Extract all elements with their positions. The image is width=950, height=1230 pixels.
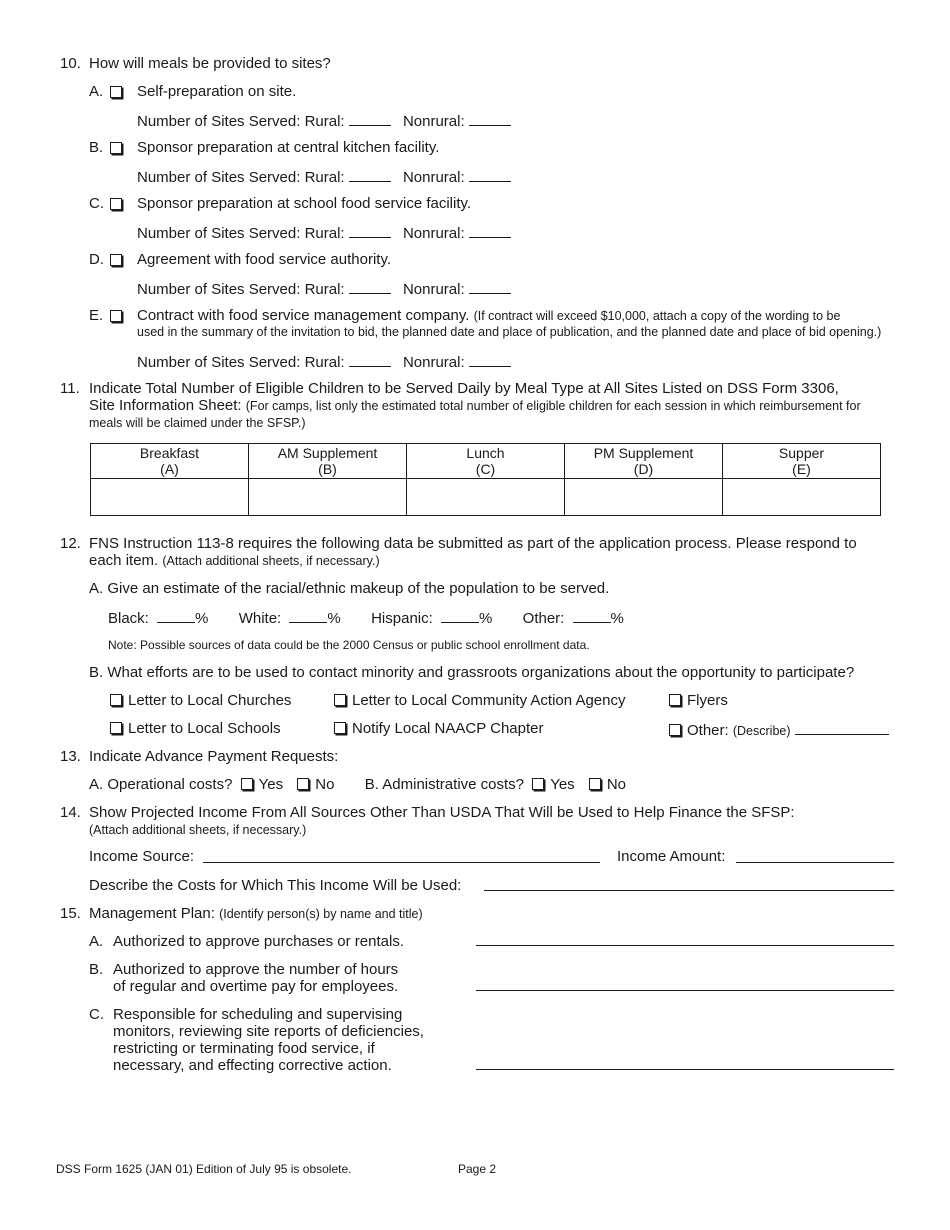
opt-churches-label: Letter to Local Churches xyxy=(128,692,292,709)
checkbox[interactable] xyxy=(669,694,681,706)
q15-b-letter: B. xyxy=(89,961,104,978)
q15-c-letter: C. xyxy=(89,1006,104,1023)
q13-question: Indicate Advance Payment Requests: xyxy=(89,748,339,765)
hispanic-field[interactable] xyxy=(441,608,479,623)
pct-sign: % xyxy=(478,610,493,627)
q13-number: 13. xyxy=(60,748,81,765)
q15-a-text: Authorized to approve purchases or rentals. xyxy=(113,933,404,950)
opt-naacp[interactable] xyxy=(334,720,543,737)
q10-d-text: Agreement with food service authority. xyxy=(137,251,392,268)
q10-e-sites-row xyxy=(137,352,511,371)
nonrural-label: Nonrural: xyxy=(402,169,465,186)
q10-d-sites-row xyxy=(137,279,511,298)
nonrural-field[interactable] xyxy=(469,352,511,367)
opt-naacp-label: Notify Local NAACP Chapter xyxy=(352,720,544,737)
income-source-field[interactable] xyxy=(203,862,600,863)
rural-field[interactable] xyxy=(349,279,391,294)
no-label: No xyxy=(315,776,335,793)
rural-label: Number of Sites Served: Rural: xyxy=(137,354,345,371)
q15-c-line4: necessary, and effecting corrective action. xyxy=(113,1057,392,1074)
q15-c-line2: monitors, reviewing site reports of deficiencies, xyxy=(113,1023,424,1040)
q15-b-line1: Authorized to approve the number of hours xyxy=(113,961,399,978)
rural-label: Number of Sites Served: Rural: xyxy=(137,113,345,130)
q10-c-letter: C. xyxy=(89,195,104,212)
q15-b-line2: of regular and overtime pay for employees. xyxy=(113,978,399,995)
administrative-no-checkbox[interactable] xyxy=(589,778,601,790)
q12-line1: FNS Instruction 113-8 requires the following data be submitted as part of the application process. Please respond to xyxy=(89,535,857,552)
black-field[interactable] xyxy=(157,608,195,623)
q10-number: 10. xyxy=(60,55,81,72)
q10-b-sites-row xyxy=(137,167,511,186)
supper-count-cell[interactable] xyxy=(723,479,881,516)
q11-line3: meals will be claimed under the SFSP.) xyxy=(89,416,306,430)
q15-title-note: (Identify person(s) by name and title) xyxy=(219,907,423,921)
opt-flyers[interactable] xyxy=(669,692,728,709)
q11-line1: Indicate Total Number of Eligible Children to be Served Daily by Meal Type at All Sites Listed on DSS Form 3306, xyxy=(89,380,839,397)
q15-c-field[interactable] xyxy=(476,1069,894,1070)
q11-line2 xyxy=(89,397,861,414)
pm-supplement-count-cell[interactable] xyxy=(565,479,723,516)
income-source-label: Income Source: xyxy=(89,848,195,865)
form-id: DSS Form 1625 (JAN 01) Edition of July 95 is obsolete. xyxy=(56,1162,352,1176)
advance-payment-row xyxy=(89,776,626,793)
q15-c-line1: Responsible for scheduling and supervising xyxy=(113,1006,403,1023)
opt-other[interactable] xyxy=(669,720,889,739)
meal-count-table xyxy=(90,443,881,516)
q15-a-field[interactable] xyxy=(476,945,894,946)
q10-e-note: (If contract will exceed $10,000, attach a copy of the wording to be xyxy=(473,309,841,323)
nonrural-field[interactable] xyxy=(469,167,511,182)
nonrural-field[interactable] xyxy=(469,279,511,294)
q10-a-letter: A. xyxy=(89,83,104,100)
operational-label: A. Operational costs? xyxy=(89,776,233,793)
breakfast-count-cell[interactable] xyxy=(91,479,249,516)
administrative-label: B. Administrative costs? xyxy=(364,776,525,793)
nonrural-label: Nonrural: xyxy=(402,354,465,371)
other-field[interactable] xyxy=(573,608,611,623)
q12-data-note: Note: Possible sources of data could be the 2000 Census or public school enrollment data. xyxy=(108,638,590,652)
opt-community-action[interactable] xyxy=(334,692,625,709)
q14-line2: (Attach additional sheets, if necessary.) xyxy=(89,823,307,837)
nonrural-field[interactable] xyxy=(469,223,511,238)
rural-label: Number of Sites Served: Rural: xyxy=(137,169,345,186)
q11-number: 11. xyxy=(60,380,80,397)
q12-line2-main: each item. xyxy=(89,552,159,569)
hispanic-label: Hispanic: xyxy=(371,610,433,627)
q10-e-checkbox[interactable] xyxy=(110,310,122,322)
q10-d-checkbox[interactable] xyxy=(110,254,122,266)
pct-sign: % xyxy=(195,610,209,627)
q12-line2 xyxy=(89,552,380,569)
q10-c-checkbox[interactable] xyxy=(110,198,122,210)
q10-a-text: Self-preparation on site. xyxy=(137,83,297,100)
col-header-breakfast: Breakfast (A) xyxy=(91,444,249,479)
q10-c-text: Sponsor preparation at school food service facility. xyxy=(137,195,472,212)
q10-e-letter: E. xyxy=(89,307,104,324)
rural-label: Number of Sites Served: Rural: xyxy=(137,281,345,298)
checkbox[interactable] xyxy=(110,722,122,734)
pct-sign: % xyxy=(610,610,624,627)
opt-flyers-label: Flyers xyxy=(687,692,728,709)
q10-e-text: Contract with food service management company. xyxy=(137,307,470,324)
q15-c-line3: restricting or terminating food service, if xyxy=(113,1040,375,1057)
q10-b-text: Sponsor preparation at central kitchen facility. xyxy=(137,139,440,156)
page-number: Page 2 xyxy=(458,1162,497,1176)
opt-other-note: (Describe) xyxy=(732,724,791,738)
administrative-yes-checkbox[interactable] xyxy=(532,778,544,790)
q10-a-checkbox[interactable] xyxy=(110,86,122,98)
black-label: Black: xyxy=(108,610,149,627)
describe-costs-field[interactable] xyxy=(484,890,894,891)
q10-b-letter: B. xyxy=(89,139,104,156)
q12-number: 12. xyxy=(60,535,81,552)
q10-a-sites-row xyxy=(137,111,511,130)
rural-field[interactable] xyxy=(349,167,391,182)
col-header-pm-supplement: PM Supplement (D) xyxy=(565,444,723,479)
income-amount-label: Income Amount: xyxy=(617,848,726,865)
q12-b-text: B. What efforts are to be used to contact minority and grassroots organizations about the opportunity to participate? xyxy=(89,664,855,681)
q15-b-field[interactable] xyxy=(476,990,894,991)
income-amount-field[interactable] xyxy=(736,862,894,863)
checkbox[interactable] xyxy=(334,722,346,734)
operational-no-checkbox[interactable] xyxy=(297,778,309,790)
am-supplement-count-cell[interactable] xyxy=(249,479,407,516)
white-field[interactable] xyxy=(289,608,327,623)
other-describe-field[interactable] xyxy=(795,720,889,735)
rural-field[interactable] xyxy=(349,223,391,238)
q10-question: How will meals be provided to sites? xyxy=(89,55,331,72)
q11-line2-note: (For camps, list only the estimated total number of eligible children for each session in which reimbursement for xyxy=(245,399,861,413)
checkbox[interactable] xyxy=(110,694,122,706)
q15-title xyxy=(89,905,423,922)
rural-label: Number of Sites Served: Rural: xyxy=(137,225,345,242)
white-label: White: xyxy=(238,610,282,627)
col-header-am-supplement: AM Supplement (B) xyxy=(249,444,407,479)
opt-schools-label: Letter to Local Schools xyxy=(128,720,281,737)
checkbox[interactable] xyxy=(669,724,681,736)
opt-other-label: Other: xyxy=(687,722,729,739)
q14-line1: Show Projected Income From All Sources Other Than USDA That Will be Used to Help Finance the SFSP: xyxy=(89,804,795,821)
opt-schools[interactable] xyxy=(110,720,281,737)
q15-number: 15. xyxy=(60,905,81,922)
yes-label: Yes xyxy=(550,776,575,793)
describe-costs-label: Describe the Costs for Which This Income Will be Used: xyxy=(89,877,462,894)
q11-line2-main: Site Information Sheet: xyxy=(89,397,242,414)
nonrural-field[interactable] xyxy=(469,111,511,126)
other-label: Other: xyxy=(522,610,565,627)
nonrural-label: Nonrural: xyxy=(402,225,465,242)
q10-e-note-cont: used in the summary of the invitation to bid, the planned date and place of publication, and the planned date and place of bid opening.) xyxy=(137,325,882,339)
q12-a-text: A. Give an estimate of the racial/ethnic makeup of the population to be served. xyxy=(89,580,610,597)
col-header-lunch: Lunch (C) xyxy=(407,444,565,479)
rural-field[interactable] xyxy=(349,352,391,367)
opt-churches[interactable] xyxy=(110,692,291,709)
q15-a-letter: A. xyxy=(89,933,104,950)
yes-label: Yes xyxy=(258,776,284,793)
lunch-count-cell[interactable] xyxy=(407,479,565,516)
q15-title-main: Management Plan: xyxy=(89,905,215,922)
q12-line2-note: (Attach additional sheets, if necessary.) xyxy=(162,554,380,568)
operational-yes-checkbox[interactable] xyxy=(241,778,253,790)
q10-b-checkbox[interactable] xyxy=(110,142,122,154)
q10-e-text-line xyxy=(137,307,840,324)
rural-field[interactable] xyxy=(349,111,391,126)
q10-d-letter: D. xyxy=(89,251,104,268)
col-header-supper: Supper (E) xyxy=(723,444,881,479)
checkbox[interactable] xyxy=(334,694,346,706)
q14-number: 14. xyxy=(60,804,81,821)
nonrural-label: Nonrural: xyxy=(402,113,465,130)
pct-sign: % xyxy=(327,610,341,627)
opt-caa-label: Letter to Local Community Action Agency xyxy=(352,692,626,709)
ethnic-makeup-row xyxy=(108,608,624,627)
nonrural-label: Nonrural: xyxy=(402,281,465,298)
q10-c-sites-row xyxy=(137,223,511,242)
no-label: No xyxy=(606,776,627,793)
